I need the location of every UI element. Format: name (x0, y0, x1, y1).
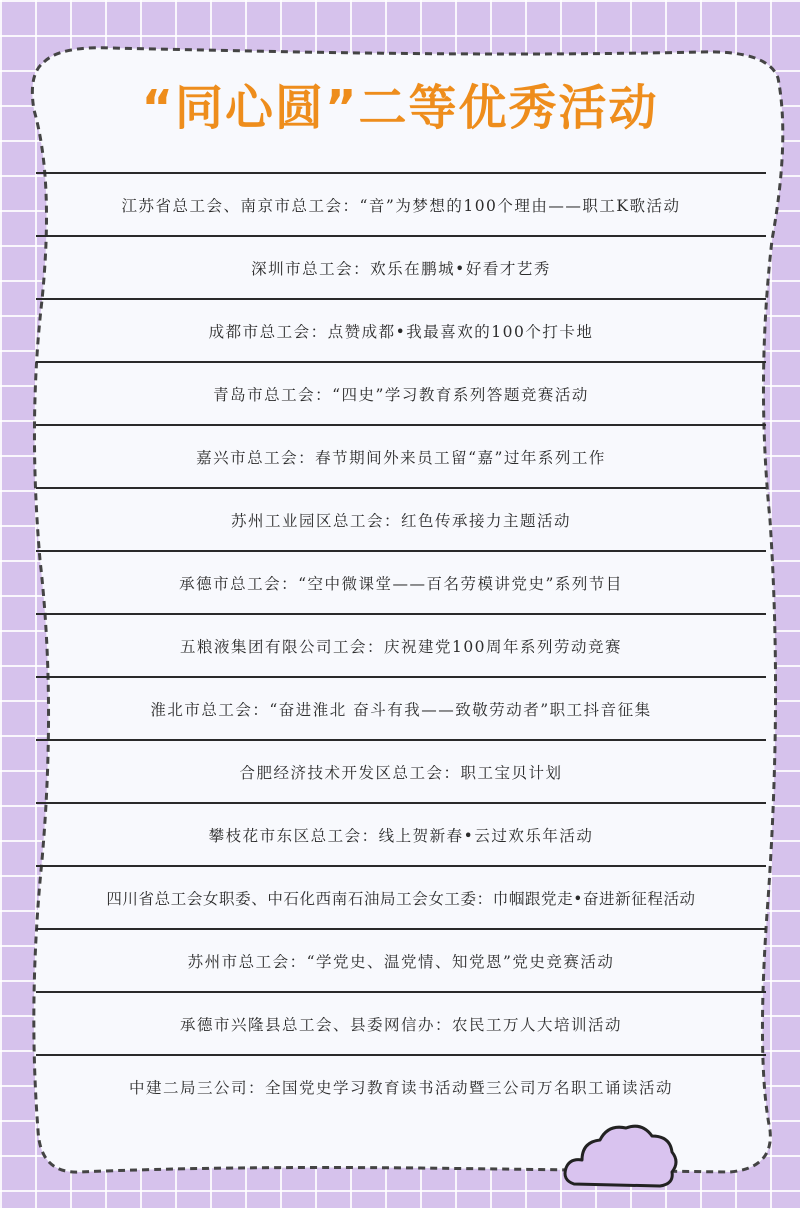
list-item (36, 1054, 766, 1117)
list-item-text: 苏州市总工会：“学党史、温党情、知党恩”党史竞赛活动 (187, 952, 615, 971)
list-item (36, 361, 766, 424)
list-item-text: 成都市总工会：点赞成都•我最喜欢的100个打卡地 (208, 322, 594, 341)
list-item (36, 991, 766, 1054)
list-item (36, 865, 766, 928)
list-item (36, 172, 766, 235)
list-item-text: 攀枝花市东区总工会：线上贺新春•云过欢乐年活动 (208, 826, 594, 845)
list-item (36, 550, 766, 613)
list-item-text: 承德市总工会：“空中微课堂——百名劳模讲党史”系列节目 (179, 574, 623, 593)
page-title: “同心圆”二等优秀活动 (141, 80, 659, 136)
list-item-text: 五粮液集团有限公司工会：庆祝建党100周年系列劳动竞赛 (179, 637, 623, 656)
list-item (36, 802, 766, 865)
list-item (36, 235, 766, 298)
cloud-icon (560, 1118, 680, 1192)
list-item-text: 四川省总工会女职委、中石化西南石油局工会女工委：巾帼跟党走•奋进新征程活动 (106, 889, 696, 908)
list-item-text: 中建二局三公司：全国党史学习教育读书活动暨三公司万名职工诵读活动 (128, 1078, 673, 1097)
list-item-text: 合肥经济技术开发区总工会：职工宝贝计划 (239, 763, 563, 782)
list-item (36, 928, 766, 991)
list-item (36, 487, 766, 550)
activity-list (36, 172, 766, 1117)
list-item-text: 江苏省总工会、南京市总工会：“音”为梦想的100个理由——职工K歌活动 (121, 196, 681, 215)
list-item-text: 深圳市总工会：欢乐在鹏城•好看才艺秀 (251, 259, 551, 278)
list-item (36, 424, 766, 487)
list-item (36, 676, 766, 739)
list-item-text: 承德市兴隆县总工会、县委网信办：农民工万人大培训活动 (179, 1015, 622, 1034)
list-item-text: 苏州工业园区总工会：红色传承接力主题活动 (230, 511, 571, 530)
list-item-text: 淮北市总工会：“奋进淮北 奋斗有我——致敬劳动者”职工抖音征集 (150, 700, 652, 719)
list-item (36, 613, 766, 676)
list-item-text: 嘉兴市总工会：春节期间外来员工留“嘉”过年系列工作 (196, 448, 606, 467)
list-item-text: 青岛市总工会：“四史”学习教育系列答题竞赛活动 (213, 385, 589, 404)
list-item (36, 298, 766, 361)
list-item (36, 739, 766, 802)
